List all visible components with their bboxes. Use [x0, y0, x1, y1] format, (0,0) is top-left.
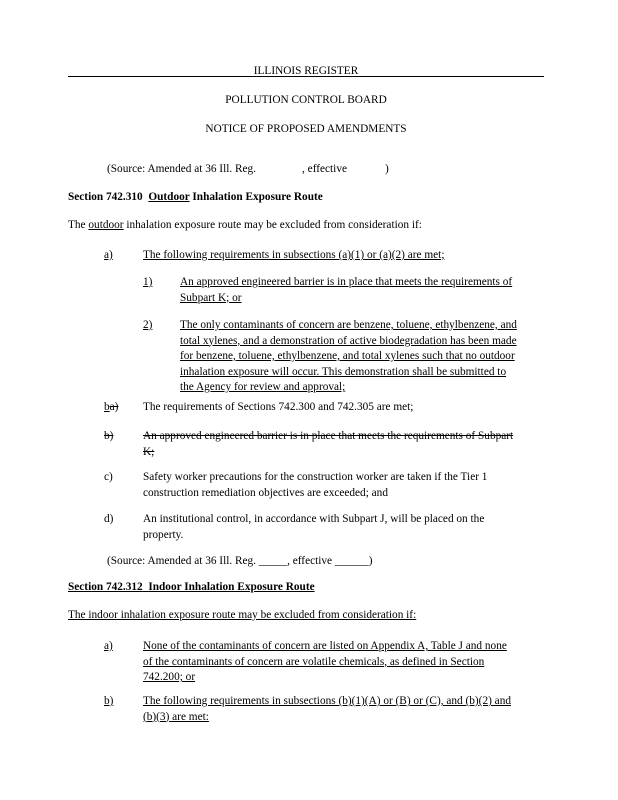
item-b-struck-text [143, 429, 513, 460]
item-2-line: The only contaminants of concern are benzene, toluene, ethylbenzene, and [180, 319, 517, 331]
item-1-label: 1) [143, 276, 153, 288]
item-312b-text [143, 694, 511, 725]
section-310-title-rest: Inhalation Exposure Route [189, 191, 323, 203]
item-d-label: d) [104, 513, 114, 525]
item-2-text [180, 318, 517, 396]
section-310-number: Section 742.310 [68, 191, 143, 203]
item-b-struck-line: K; [143, 445, 155, 458]
section-310-title-outdoor: Outdoor [148, 191, 190, 203]
item-c-line: Safety worker precautions for the construction worker are taken if the Tier 1 [143, 471, 488, 483]
register-heading: ILLINOIS REGISTER [253, 65, 359, 77]
item-1-line: An approved engineered barrier is in place that meets the requirements of [180, 276, 513, 288]
section-310-intro [68, 218, 422, 234]
item-1-text [180, 275, 512, 306]
item-d-text [143, 512, 484, 543]
intro-pre: The [68, 219, 89, 231]
item-ba-label [104, 400, 118, 416]
source-prefix: (Source: Amended at 36 Ill. Reg. [107, 163, 257, 175]
item-2-label: 2) [143, 319, 153, 331]
item-312b-line: (b)(3) are met: [143, 710, 209, 723]
item-312b-label: b) [104, 695, 114, 707]
item-312a-line: None of the contaminants of concern are listed on Appendix A, Table J and none [143, 640, 507, 652]
source-effective: , effective [302, 163, 347, 175]
item-2-line: inhalation exposure will occur. This demonstration shall be submitted to [180, 365, 507, 378]
intro-outdoor: outdoor [88, 219, 124, 231]
item-2-line: the Agency for review and approval; [180, 381, 346, 393]
notice-heading: NOTICE OF PROPOSED AMENDMENTS [205, 123, 407, 135]
header-rule [68, 76, 544, 77]
item-ba-text [143, 400, 413, 416]
item-a-label: a) [104, 249, 113, 261]
source-note-310: (Source: Amended at 36 Ill. Reg. _____, effective ______) [107, 555, 373, 567]
intro-post: inhalation exposure route may be excluded from consideration if: [123, 219, 422, 231]
item-ba-label-b: b [104, 401, 110, 413]
item-ba-label-a: a) [109, 401, 119, 413]
section-312-number: Section 742.312 [68, 581, 143, 593]
item-1-line: Subpart K; or [180, 291, 242, 304]
item-312a-line: of the contaminants of concern are volatile chemicals, as defined in Section [143, 655, 485, 668]
item-312a-text [143, 639, 507, 686]
item-a-line: The following requirements in subsections (a)(1) or (a)(2) are met; [143, 249, 445, 261]
section-312-title: Indoor Inhalation Exposure Route [148, 581, 315, 593]
item-a-text [143, 248, 444, 264]
item-d-line: property. [143, 528, 184, 541]
item-312a-line: 742.200; or [143, 671, 196, 683]
item-2-line: for benzene, toluene, ethylbenzene, and total xylenes such that no outdoor [180, 350, 515, 362]
section-312-intro: The indoor inhalation exposure route may be excluded from consideration if: [68, 609, 417, 621]
source-close: ) [384, 163, 389, 175]
item-312b-line: The following requirements in subsections (b)(1)(A) or (B) or (C), and (b)(2) and [143, 695, 511, 707]
item-ba-line: The requirements of Sections 742.300 and 742.305 are met; [143, 401, 414, 413]
item-b-struck-line: An approved engineered barrier is in place that meets the requirements of Subpart [143, 430, 514, 442]
item-b-struck-label: b) [104, 430, 114, 442]
section-310-heading [68, 190, 323, 206]
item-d-line: An institutional control, in accordance with Subpart J, will be placed on the [143, 513, 485, 525]
item-312a-label: a) [104, 640, 113, 652]
item-c-line: construction remediation objectives are exceeded; and [143, 486, 388, 499]
source-note-top [107, 162, 389, 178]
item-c-label: c) [104, 471, 113, 483]
item-c-text [143, 470, 487, 501]
board-heading: POLLUTION CONTROL BOARD [225, 94, 387, 106]
section-312-heading [68, 580, 315, 596]
item-2-line: total xylenes, and a demonstration of active biodegradation has been made [180, 334, 517, 347]
